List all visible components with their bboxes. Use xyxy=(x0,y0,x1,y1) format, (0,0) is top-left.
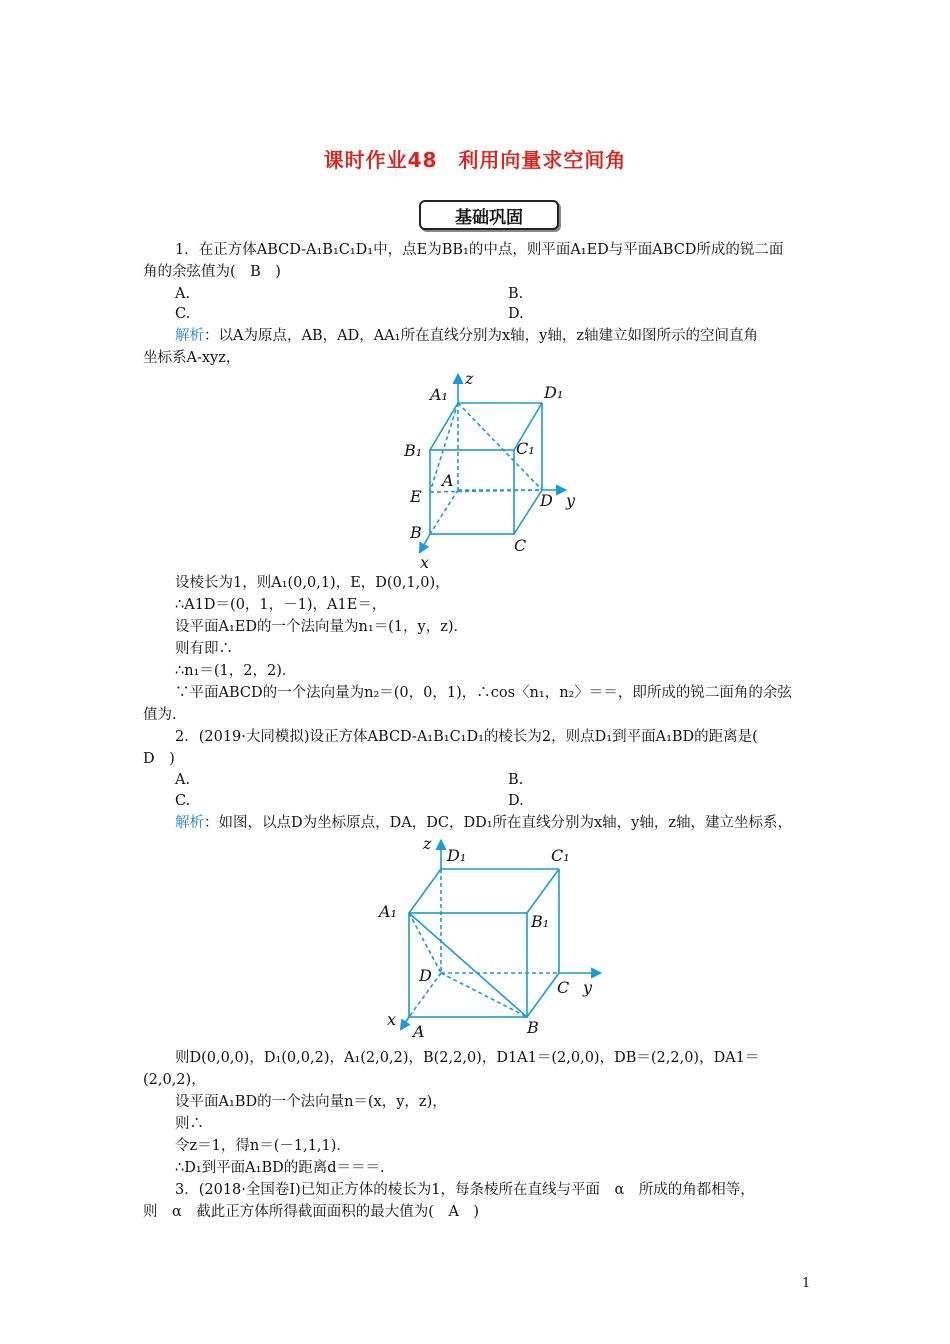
q1-step3: 设棱长为1，则A₁(0,0,1)，E，D(0,1,0)， xyxy=(175,575,450,591)
label-y: y xyxy=(566,491,576,510)
label-x: x xyxy=(420,553,430,570)
cube-figure-1 xyxy=(380,370,580,570)
label-c1: C₁ xyxy=(551,846,570,865)
page-title: 课时作业48 利用向量求空间角 xyxy=(323,148,627,172)
q2-step3: 则D(0,0,0)，D₁(0,0,2)，A₁(2,0,2)，B(2,2,0)，D1A1＝(2,0,0)，DB＝(2,2,0)，DA1＝ xyxy=(175,1050,760,1066)
q2-stem-line1: 2．(2019·大同模拟)设正方体ABCD-A₁B₁C₁D₁的棱长为2，则点D₁到平面A₁BD的距离是( xyxy=(175,729,758,745)
q3-stem-line2: 则 α 截此正方体所得截面面积的最大值为( A ) xyxy=(143,1204,480,1220)
front-face xyxy=(430,450,514,534)
label-b1: B₁ xyxy=(531,912,550,931)
label-a: A xyxy=(442,471,454,490)
edge-a1-d1 xyxy=(409,869,441,913)
segment-a1-b xyxy=(409,913,527,1017)
q2-step6: 则∴ xyxy=(175,1116,204,1132)
edge-b-c xyxy=(527,973,559,1017)
q1-jiexi-label: 解析 xyxy=(175,328,204,344)
q2-option-d: D. xyxy=(508,793,524,809)
q2-solution-line1 xyxy=(175,813,792,833)
section-badge: 基础巩固 xyxy=(419,200,559,230)
q1-step8: ∵平面ABCD的一个法向量为n₂＝(0，0，1)，∴cos〈n₁，n₂〉＝＝，即所成的锐二面角的余弦 xyxy=(175,685,792,701)
x-axis xyxy=(401,1017,409,1029)
label-c: C xyxy=(557,978,570,997)
q2-step7: 令z＝1，得n＝(－1,1,1)． xyxy=(175,1138,351,1154)
label-c: C xyxy=(514,536,527,555)
label-d: D xyxy=(419,966,432,985)
label-a: A xyxy=(413,1022,425,1041)
q1-option-d: D. xyxy=(508,306,524,322)
label-d1: D₁ xyxy=(447,846,467,865)
q1-step5: 设平面A₁ED的一个法向量为n₁＝(1，y，z)． xyxy=(175,619,469,635)
q2-step4: (2,0,2)， xyxy=(143,1072,206,1088)
q1-option-a: A. xyxy=(175,286,191,302)
q1-option-b: B. xyxy=(508,286,524,302)
cube-figure-2 xyxy=(375,835,605,1045)
edge-b1-a1 xyxy=(430,403,458,450)
q2-step8: ∴D₁到平面A₁BD的距离d＝＝＝. xyxy=(175,1160,385,1176)
label-a1: A₁ xyxy=(430,385,448,404)
label-z: z xyxy=(465,370,474,388)
q2-step5: 设平面A₁BD的一个法向量n＝(x，y，z)， xyxy=(175,1094,447,1110)
q1-step4: ∴A1D＝(0，1，－1)，A1E＝， xyxy=(175,597,387,613)
segment-a1-d xyxy=(409,913,441,973)
segment-e-d xyxy=(430,490,542,492)
q2-jiexi-label: 解析 xyxy=(175,815,204,831)
label-d1: D₁ xyxy=(544,383,564,402)
q1-solution-line2: 坐标系A-xyz， xyxy=(143,350,241,366)
page-number: 1 xyxy=(802,1276,811,1291)
edge-c-d xyxy=(514,490,542,534)
label-b1: B₁ xyxy=(404,441,423,460)
q2-option-b: B. xyxy=(508,772,524,788)
q1-option-c: C. xyxy=(175,306,191,322)
edge-b1-c1 xyxy=(527,869,559,913)
label-x: x xyxy=(387,1010,397,1029)
label-z: z xyxy=(423,835,432,853)
edge-a-b xyxy=(430,490,458,534)
q1-stem-line1: 1．在正方体ABCD-A₁B₁C₁D₁中，点E为BB₁的中点，则平面A₁ED与平面ABCD所成的锐二面 xyxy=(175,242,784,258)
q2-solution-text: ：如图，以点D为坐标原点，DA，DC，DD₁所在直线分别为x轴，y轴，z轴，建立坐标系， xyxy=(204,815,793,831)
label-y: y xyxy=(583,978,593,997)
label-d: D xyxy=(540,491,553,510)
q1-stem-line2: 角的余弦值为( B ) xyxy=(143,264,281,280)
q1-step7: ∴n₁＝(1，2，2)． xyxy=(175,663,297,679)
label-e: E xyxy=(410,487,422,506)
q3-stem-line1: 3．(2018·全国卷Ⅰ)已知正方体的棱长为1，每条棱所在直线与平面 α 所成的角都相等， xyxy=(175,1182,755,1198)
label-a1: A₁ xyxy=(379,902,397,921)
q1-solution-line1 xyxy=(175,326,758,346)
q1-step6: 则有即∴ xyxy=(175,641,233,657)
label-b: B xyxy=(527,1018,539,1037)
q2-option-a: A. xyxy=(175,772,191,788)
q2-option-c: C. xyxy=(175,793,191,809)
label-c1: C₁ xyxy=(516,439,535,458)
label-b: B xyxy=(410,523,422,542)
q2-stem-line2: D ) xyxy=(143,751,175,767)
q1-solution-text: ：以A为原点，AB，AD，AA₁所在直线分别为x轴，y轴，z轴建立如图所示的空间直角 xyxy=(204,328,758,344)
q1-step9: 值为. xyxy=(143,707,177,723)
